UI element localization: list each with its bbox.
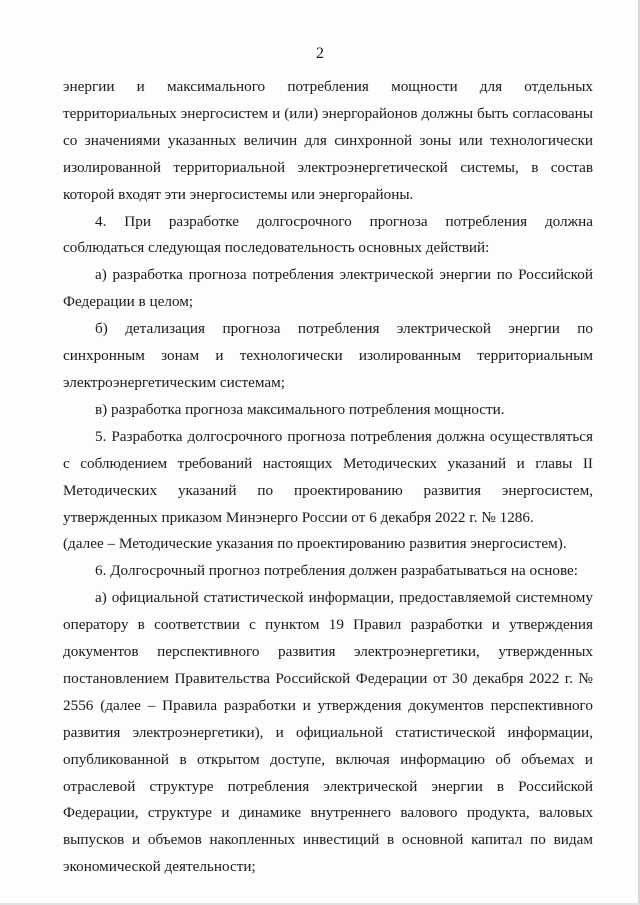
paragraph-item-5: 5. Разработка долгосрочного прогноза потребления должна осуществляться с соблюдением требований настоящих Методических указаний и главы II Методических указаний по проектированию развития энергосистем, утвержденных приказом Минэнерго России от 6 декабря 2022 г. № 1286. (63, 427, 593, 526)
document-body (63, 74, 593, 881)
paragraph-item-6a: а) официальной статистической информации, предоставляемой системному оператору в соответствии с пунктом 19 Правил разработки и утверждения документов перспективного развития электроэнергетики, утвержденных постановлением Правительства Российской Федерации от 30 декабря 2022 г. № 2556 (далее – Правила разработки и утверждения документов перспективного развития электроэнергетики), и официальной статистической информации, опубликованной в открытом доступе, включая информацию об объемах и отраслевой структуре потребления электрической энергии в Российской Федерации, структуре и динамике внутреннего валового продукта, валовых выпусков и объемов накопленных инвестиций в основной капитал по видам экономической деятельности; (63, 589, 593, 876)
paragraph-item-4b: б) детализация прогноза потребления электрической энергии по синхронным зонам и технологически изолированным территориальным электроэнергетическим системам; (63, 320, 593, 391)
paragraph-item-5-note: (далее – Методические указания по проектированию развития энергосистем). (63, 535, 567, 553)
paragraph-item-6: 6. Долгосрочный прогноз потребления должен разрабатываться на основе: (95, 562, 579, 580)
paragraph-item-4a: а) разработка прогноза потребления электрической энергии по Российской Федерации в целом; (63, 266, 593, 311)
page-number: 2 (316, 45, 324, 62)
paragraph-item-4: 4. При разработке долгосрочного прогноза потребления должна соблюдаться следующая последовательность основных действий: (63, 212, 593, 257)
paragraph-item-4v: в) разработка прогноза максимального потребления мощности. (95, 400, 505, 418)
paragraph-continuation: энергии и максимального потребления мощности для отдельных территориальных энергосистем и (или) энергорайонов должны быть согласованы со значениями указанных величин для синхронной зоны или технологически изолированной территориальной электроэнергетической системы, в состав которой входят эти энергосистемы или энергорайоны. (63, 78, 593, 203)
